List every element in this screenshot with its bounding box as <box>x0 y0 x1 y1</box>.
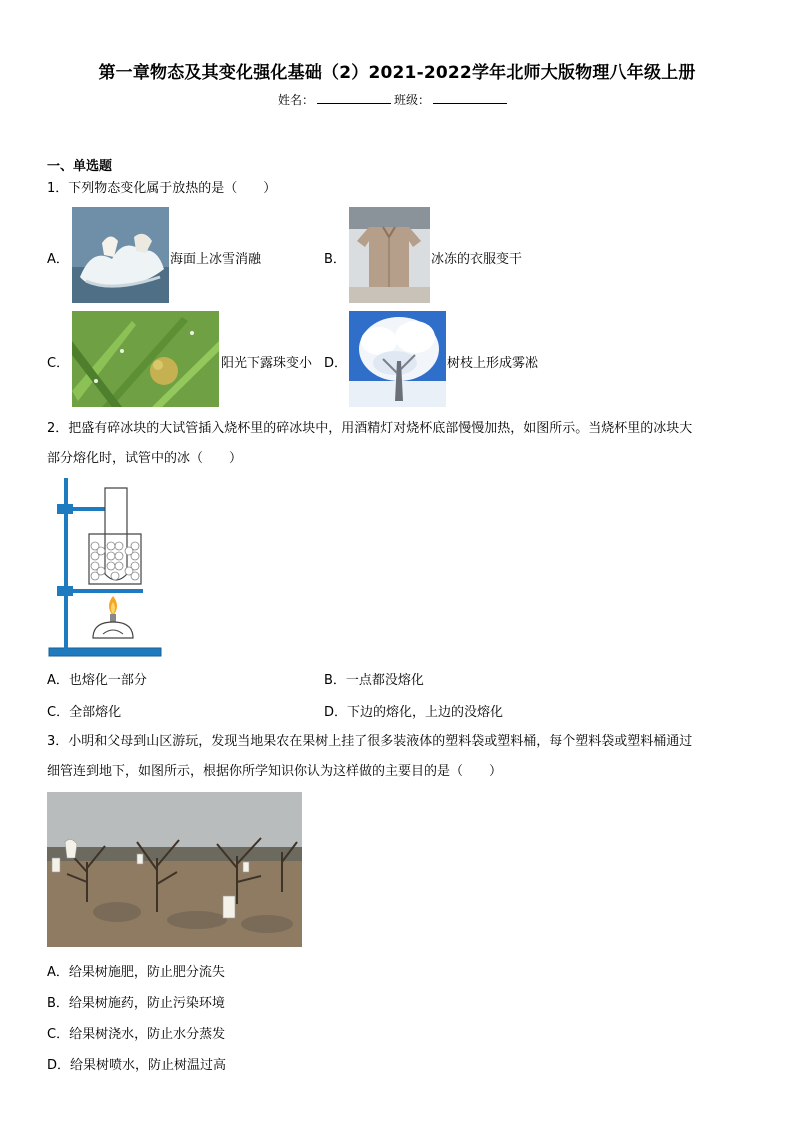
q1-option-a-letter: A． <box>47 252 69 267</box>
q1-option-c-caption: 阳光下露珠变小 <box>221 356 313 371</box>
q3-option-c: C．给果树浇水，防止水分蒸发 <box>47 1027 226 1042</box>
q1-option-a-caption: 海面上冰雪消融 <box>170 252 262 267</box>
name-label: 姓名： <box>278 93 315 107</box>
q2-option-d: D．下边的熔化，上边的没熔化 <box>324 705 504 720</box>
q1-option-c-letter: C． <box>47 356 70 371</box>
q2-option-b: B．一点都没熔化 <box>324 673 424 688</box>
student-info <box>278 91 510 108</box>
page-title: 第一章物态及其变化强化基础（2）2021-2022学年北师大版物理八年级上册 <box>98 63 696 83</box>
question-3-stem-line2: 细管连到地下，如图所示，根据你所学知识你认为这样做的主要目的是（ ） <box>47 764 503 779</box>
class-blank <box>433 93 507 104</box>
q2-option-a: A．也熔化一部分 <box>47 673 147 688</box>
q1-option-c-image <box>72 311 219 407</box>
q1-option-b-image <box>349 207 430 303</box>
question-3-stem-line1: 3．小明和父母到山区游玩，发现当地果农在果树上挂了很多装液体的塑料袋或塑料桶，每个塑料袋或塑料桶通过 <box>47 734 693 749</box>
q2-option-c: C．全部熔化 <box>47 705 122 720</box>
q1-option-b-caption: 冰冻的衣服变干 <box>431 252 523 267</box>
section-heading: 一、单选题 <box>47 159 113 174</box>
question-1-stem: 1．下列物态变化属于放热的是（ ） <box>47 181 277 196</box>
q1-option-b-letter: B． <box>324 252 346 267</box>
q3-option-d: D．给果树喷水，防止树温过高 <box>47 1058 227 1073</box>
q1-option-d-letter: D． <box>324 356 348 371</box>
q1-option-d-image <box>349 311 446 407</box>
question-2-stem-line2: 部分熔化时，试管中的冰（ ） <box>47 451 243 466</box>
q3-orchard-photo <box>47 792 302 947</box>
name-blank <box>317 93 391 104</box>
q2-apparatus-diagram <box>47 476 165 660</box>
q1-option-d-caption: 树枝上形成雾凇 <box>447 356 539 371</box>
class-label: 班级： <box>394 93 431 107</box>
q3-option-a: A．给果树施肥，防止肥分流失 <box>47 965 225 980</box>
q1-option-a-image <box>72 207 169 303</box>
q3-option-b: B．给果树施药，防止污染环境 <box>47 996 225 1011</box>
question-2-stem-line1: 2．把盛有碎冰块的大试管插入烧杯里的碎冰块中，用酒精灯对烧杯底部慢慢加热，如图所示。当烧杯里的冰块大 <box>47 421 693 436</box>
